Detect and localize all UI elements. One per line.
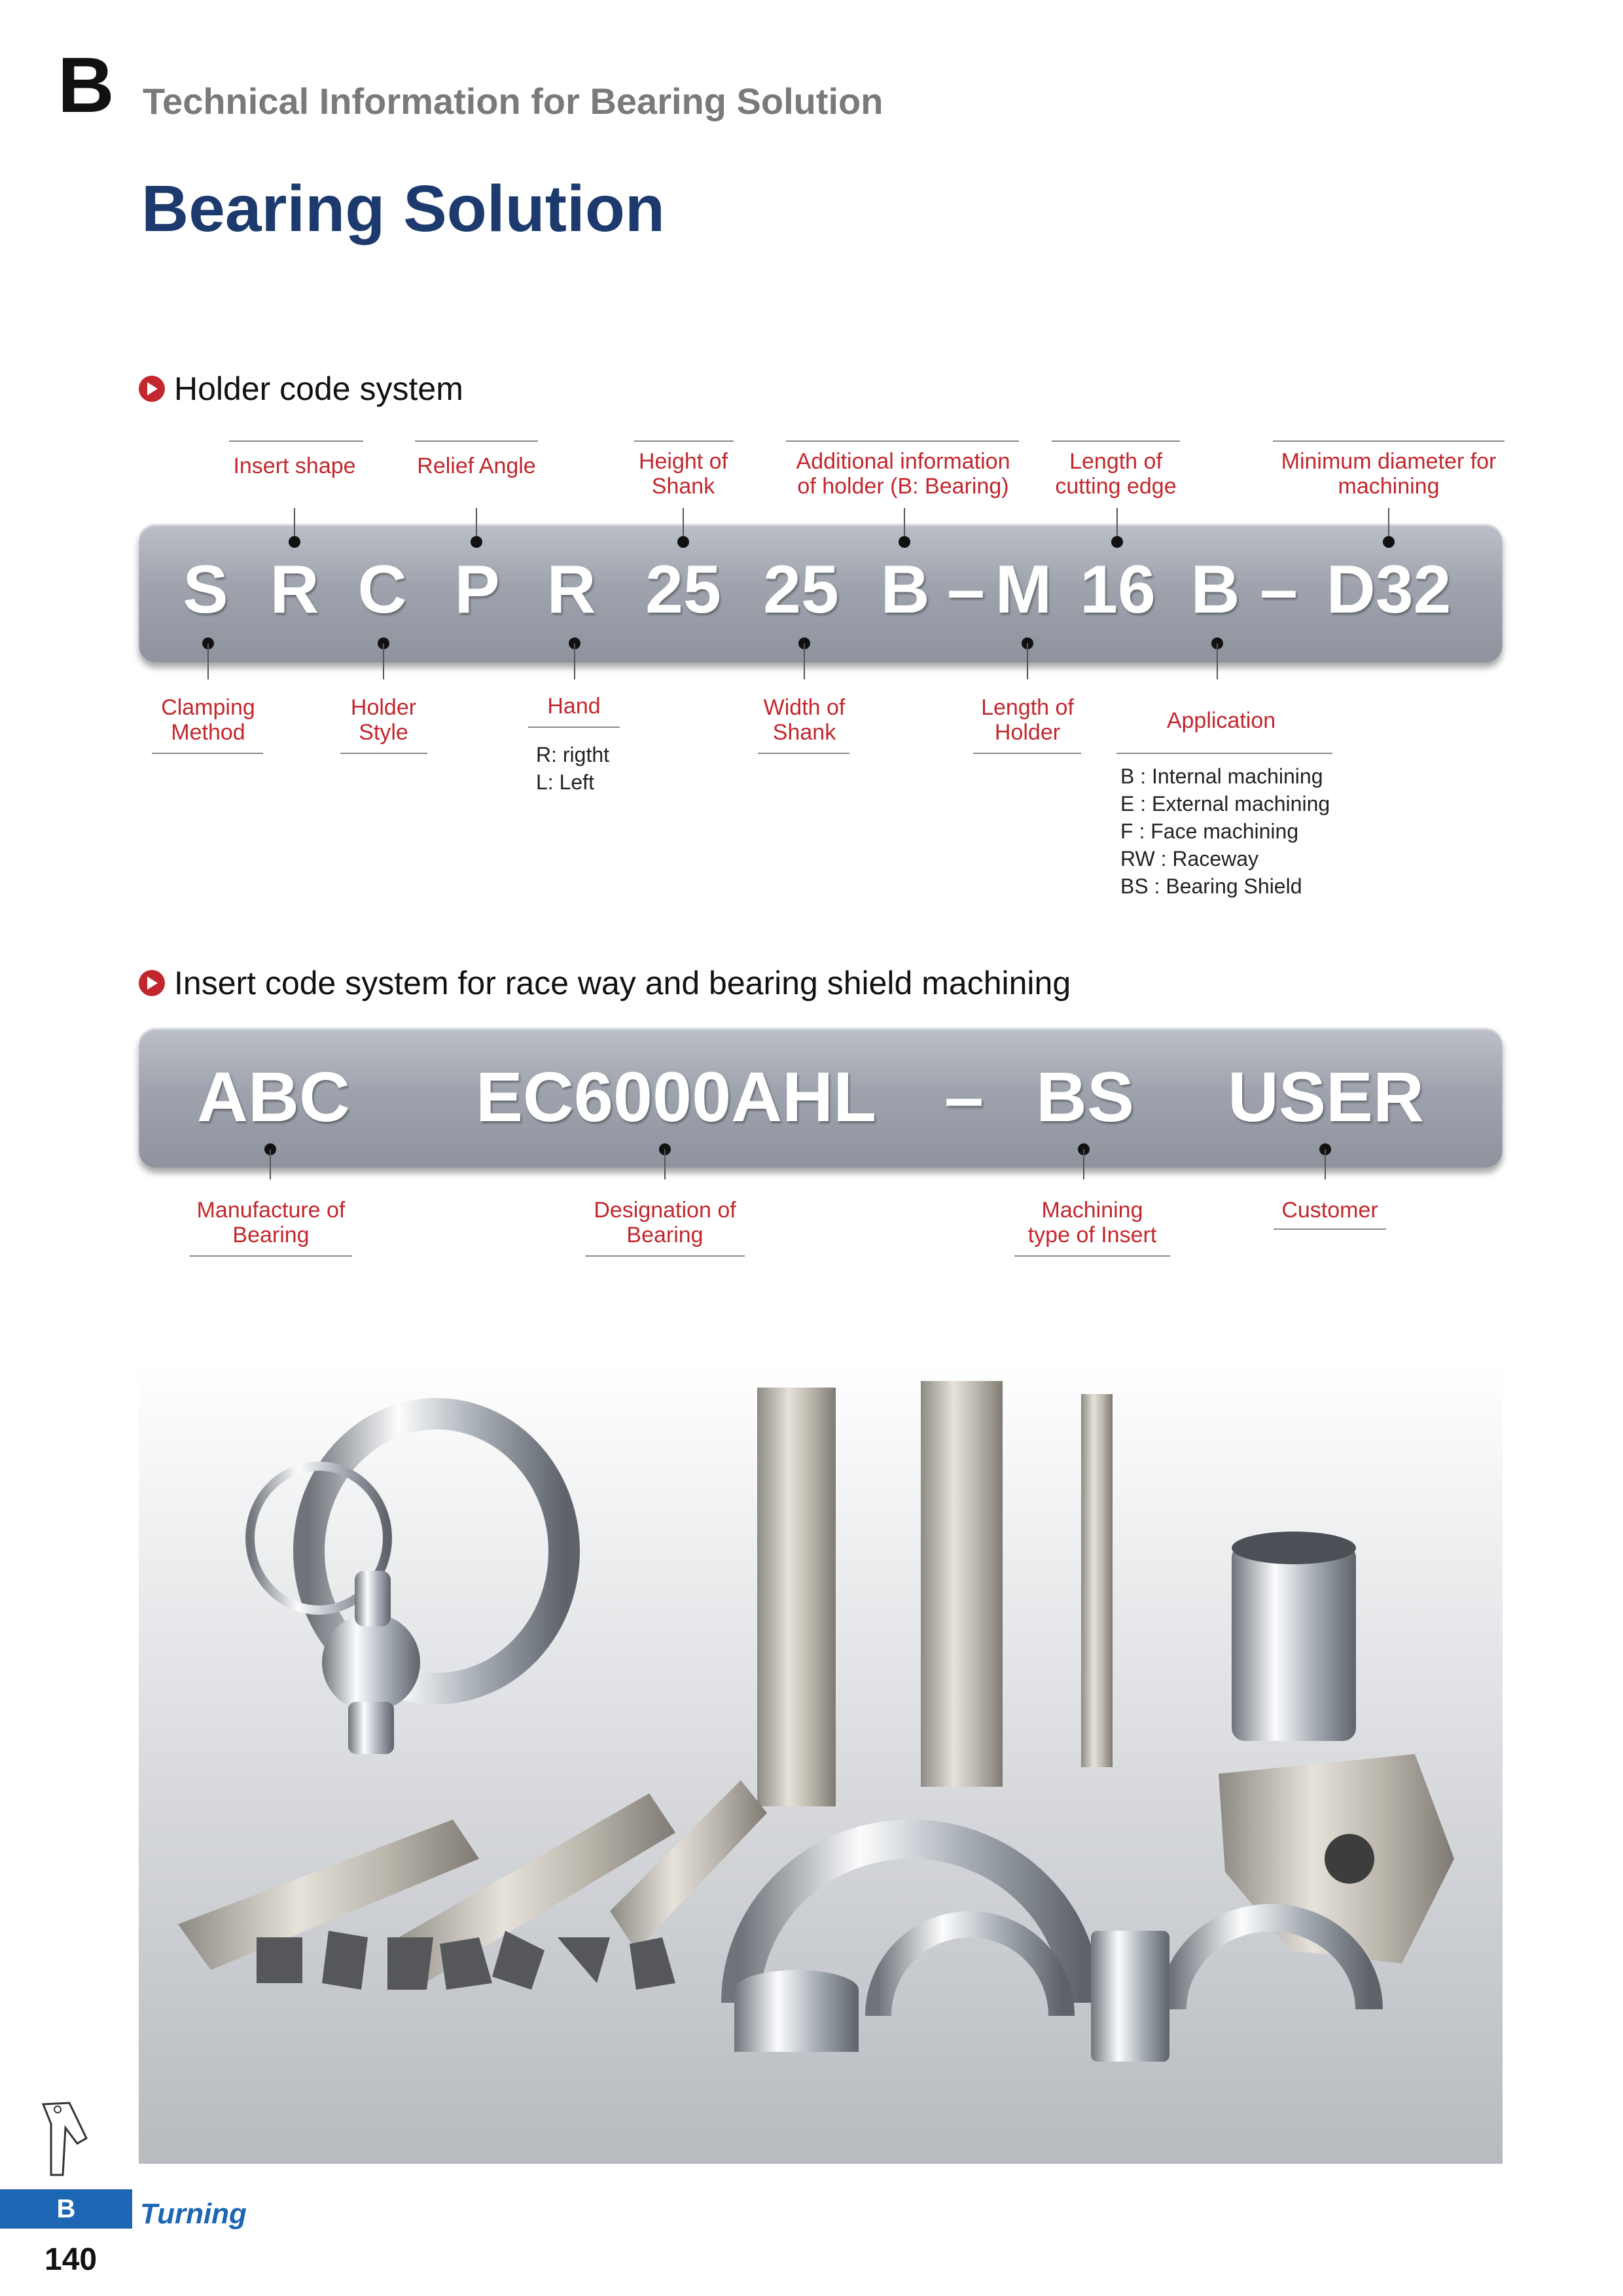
code-part: P [454,552,500,628]
bullet-arrow-icon [139,970,165,996]
label-underline [340,753,427,754]
code-part: ABC [197,1057,350,1136]
connector-dot [899,536,910,548]
bullet-arrow-icon [139,376,165,402]
label-width-of-shank: Width of Shank [763,695,846,745]
label-insert-shape: Insert shape [233,454,356,478]
label-manufacture-of-bearing: Manufacture of Bearing [196,1198,346,1247]
connector-line [383,643,384,679]
code-part: 25 [645,552,721,628]
connector-dot [1383,536,1395,548]
code-part: EC6000AHL [475,1057,877,1136]
label-underline [528,726,620,728]
page-title: Bearing Solution [141,172,665,245]
connector-dot [471,536,482,548]
application-option: E : External machining [1120,792,1330,816]
label-underline [152,753,263,754]
chapter-tab-label: Turning [140,2198,247,2230]
connector-dot [289,536,300,548]
code-part: S [183,552,228,628]
connector-line [804,643,805,679]
code-part: 16 [1080,552,1156,628]
connector-line [1027,643,1028,679]
application-option: BS : Bearing Shield [1120,874,1302,898]
code-part: USER [1227,1057,1425,1136]
label-underline [1274,1229,1386,1230]
code-dash: – [944,1057,984,1136]
turning-tool-icon [39,2098,92,2176]
connector-line [574,643,575,679]
product-photo-illustration [139,1361,1503,2164]
label-underline [758,753,849,754]
label-length-of-holder: Length of Holder [981,695,1074,745]
insert-section-heading [139,964,1071,1002]
chapter-tab[interactable]: B [0,2189,132,2229]
code-part: BS [1035,1057,1135,1136]
insert-section-heading-text: Insert code system for race way and bearing shield machining [174,965,1071,1001]
holder-section-heading [139,370,463,408]
code-dash: – [947,552,985,628]
label-underline [415,440,538,442]
label-underline [973,753,1081,754]
label-underline [1273,440,1505,442]
code-part: R [270,552,319,628]
label-relief-angle: Relief Angle [417,454,536,478]
label-underline [190,1255,352,1257]
label-application: Application [1166,708,1276,733]
label-clamping-method: Clamping Method [161,695,255,745]
code-part: R [546,552,596,628]
code-part: B [880,552,930,628]
code-part: M [995,552,1052,628]
label-length-of-cutting-edge: Length of cutting edge [1055,449,1177,499]
connector-line [1217,643,1218,679]
section-letter: B [58,41,115,129]
label-additional-information: Additional information of holder (B: Bearing) [796,449,1010,499]
page-number: 140 [45,2242,98,2277]
product-photo [139,1361,1503,2164]
label-underline [586,1255,745,1257]
connector-line [664,1149,666,1179]
label-underline [1116,753,1332,754]
code-part: 25 [763,552,839,628]
label-machining-type-of-insert: Machining type of Insert [1027,1198,1157,1247]
section-subtitle: Technical Information for Bearing Solution [143,81,883,122]
connector-line [1083,1149,1084,1179]
application-option: F : Face machining [1120,819,1299,843]
application-option: RW : Raceway [1120,847,1259,870]
connector-dot [677,536,689,548]
label-holder-style: Holder Style [350,695,417,745]
label-hand: Hand [547,694,601,719]
connector-line [207,643,209,679]
label-height-of-shank: Height of Shank [638,449,728,499]
label-underline [229,440,363,442]
hand-option: L: Left [536,770,594,794]
code-part: D32 [1326,552,1452,628]
label-designation-of-bearing: Designation of Bearing [594,1198,736,1247]
connector-dot [1111,536,1123,548]
code-part: B [1190,552,1240,628]
label-underline [1014,1255,1170,1257]
hand-option: R: rigtht [536,743,610,766]
label-underline [634,440,734,442]
label-underline [786,440,1019,442]
application-option: B : Internal machining [1120,764,1323,788]
label-underline [1052,440,1180,442]
label-customer: Customer [1281,1198,1378,1223]
holder-section-heading-text: Holder code system [174,370,463,407]
connector-line [270,1149,271,1179]
code-part: C [357,552,407,628]
code-dash: – [1260,552,1298,628]
label-minimum-diameter: Minimum diameter for machining [1281,449,1497,499]
connector-line [1325,1149,1326,1179]
